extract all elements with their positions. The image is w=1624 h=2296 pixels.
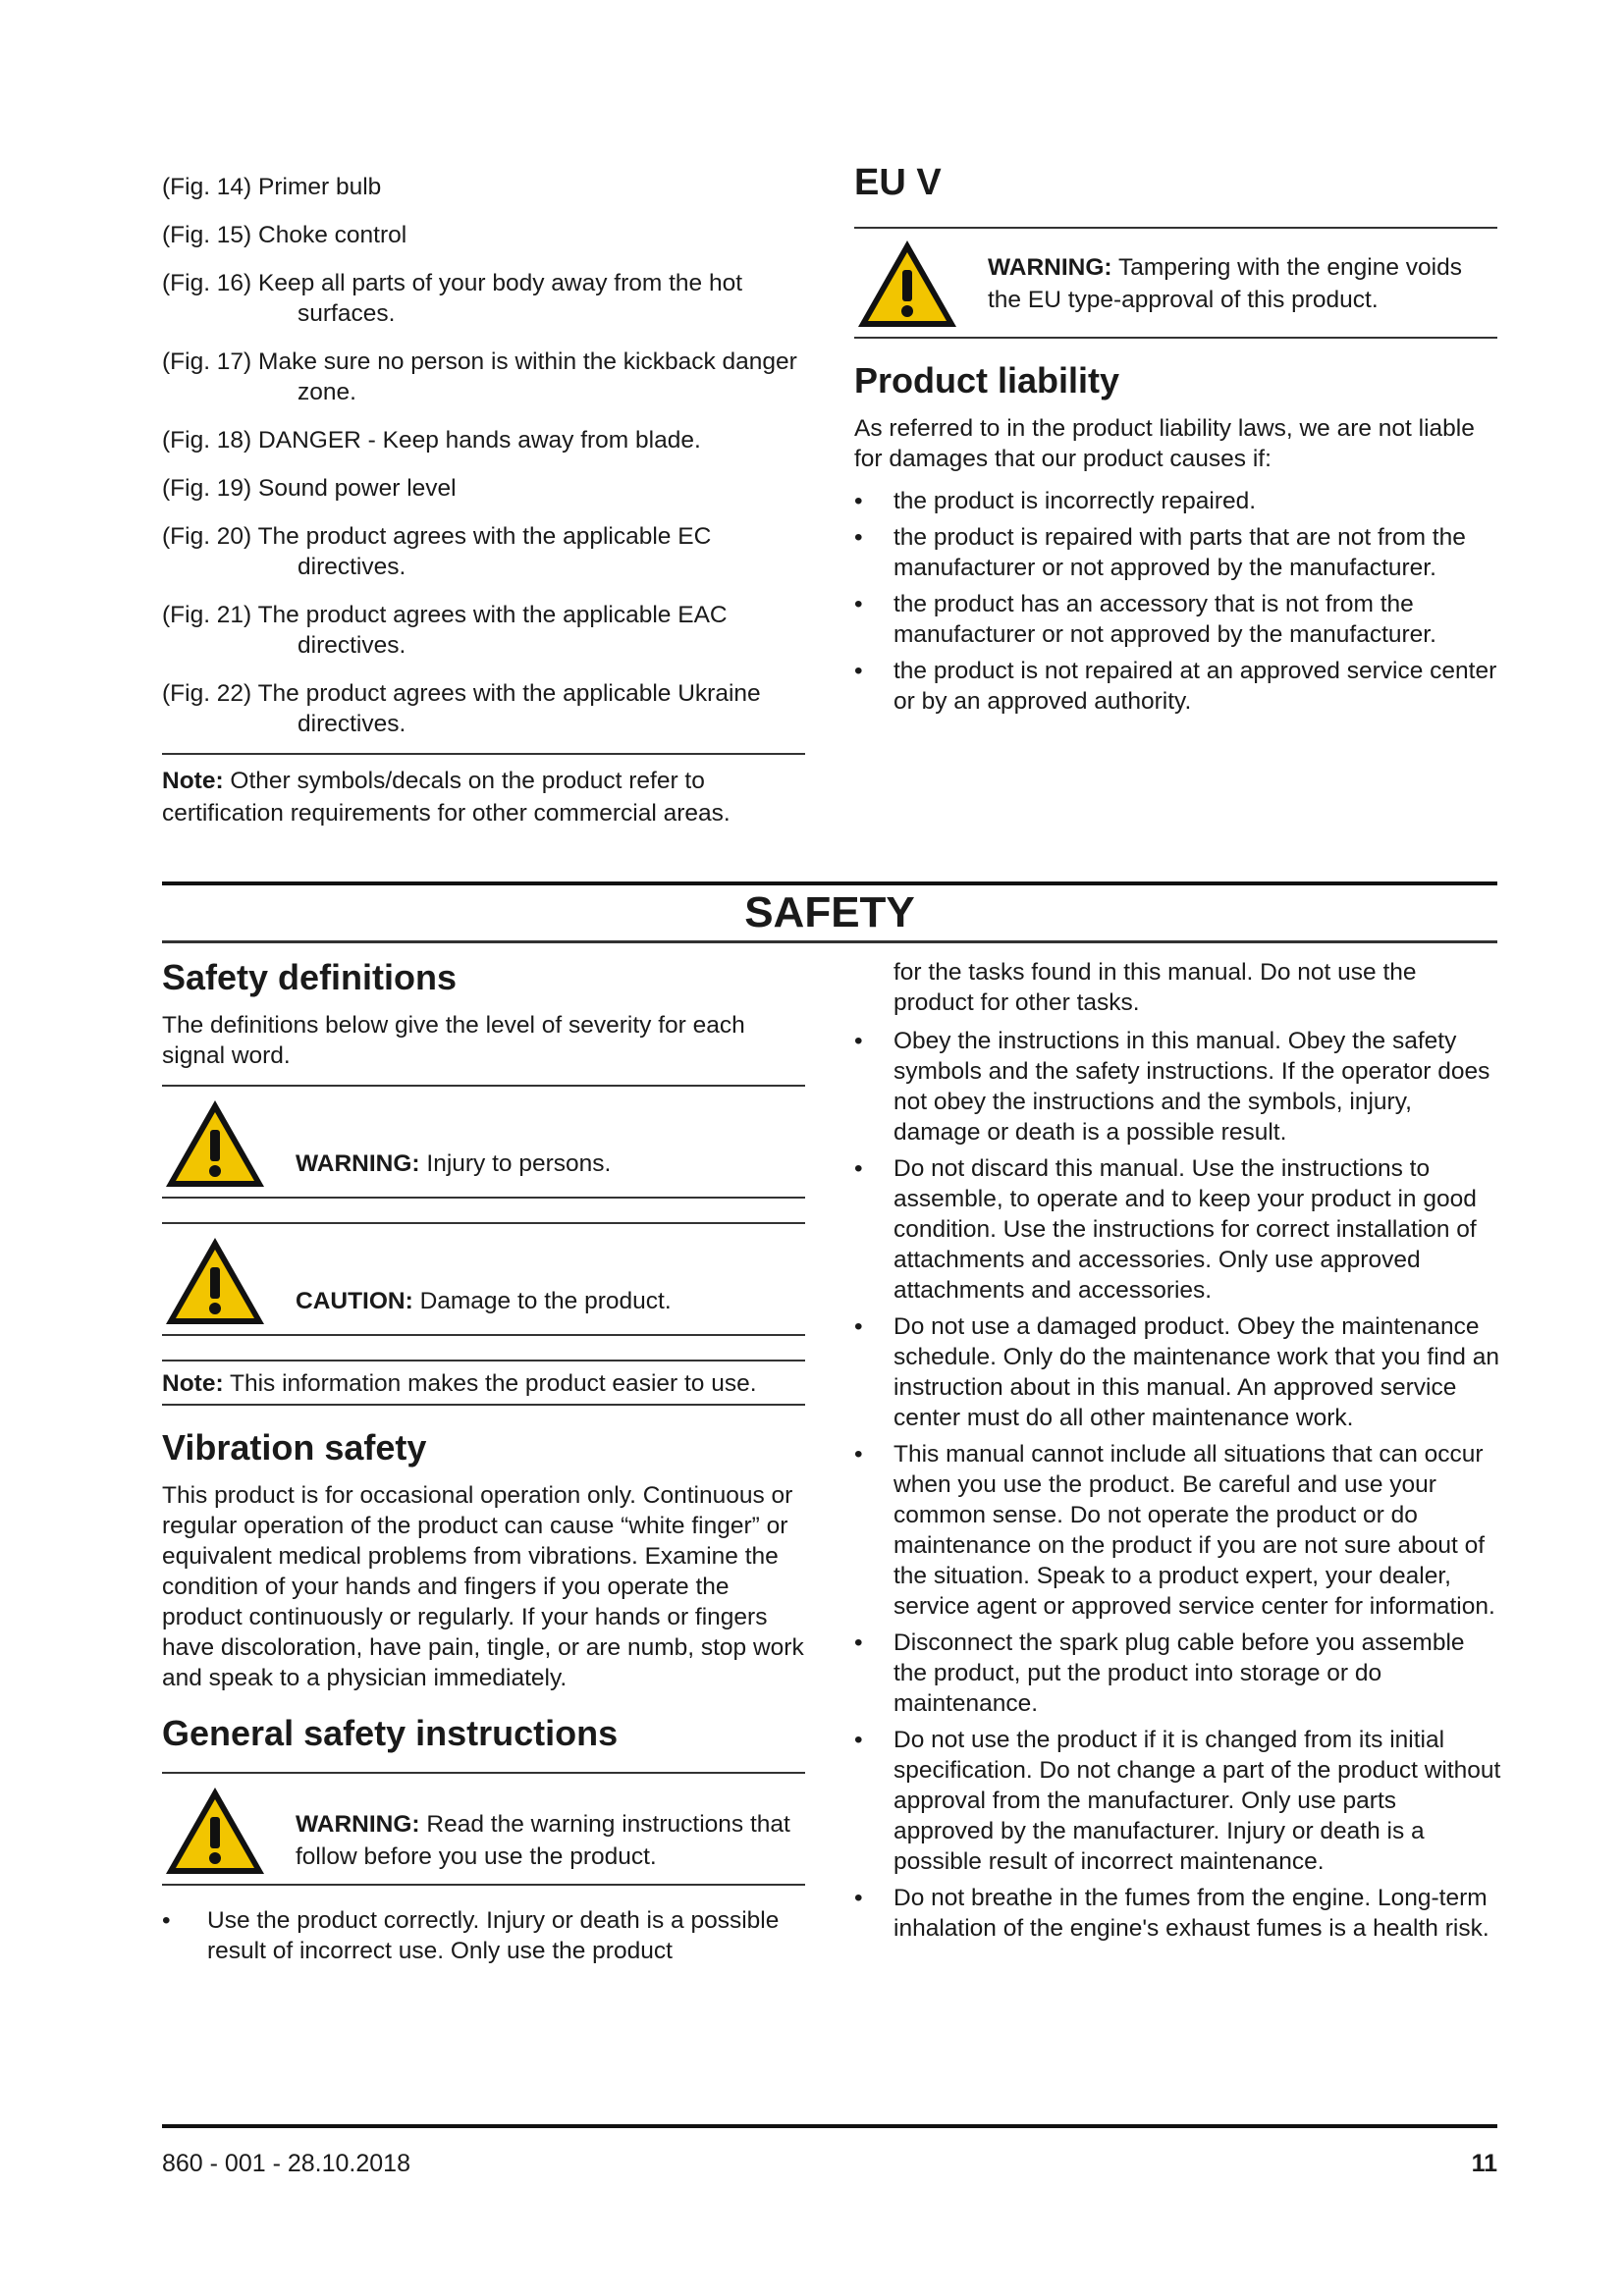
divider xyxy=(162,2124,1497,2128)
divider xyxy=(162,753,805,755)
note-definition: Note: This information makes the product easier to use. xyxy=(162,1370,757,1397)
divider xyxy=(162,1197,805,1199)
list-item: • Disconnect the spark plug cable before you assemble the product, put the product into storage or do maintenance. xyxy=(854,1629,1465,1717)
safety-section-header xyxy=(162,881,1497,943)
symbol-item: (Fig. 15) Choke control xyxy=(162,222,407,248)
symbol-item: (Fig. 19) Sound power level xyxy=(162,475,457,502)
divider xyxy=(162,1334,805,1336)
divider xyxy=(162,940,1497,943)
eu-v-heading: EU V xyxy=(854,162,942,203)
product-liability-heading: Product liability xyxy=(854,360,1120,400)
list-item: • the product is not repaired at an approved service center or by an approved authority. xyxy=(854,658,1497,715)
list-item: • Do not breathe in the fumes from the engine. Long-term inhalation of the engine's exhaust fumes is a health risk. xyxy=(854,1885,1489,1942)
list-item: • the product has an accessory that is not from the manufacturer or not approved by the manufacturer. xyxy=(854,591,1436,648)
safety-definitions-heading: Safety definitions xyxy=(162,957,458,997)
symbol-item: (Fig. 18) DANGER - Keep hands away from blade. xyxy=(162,427,701,454)
general-safety-list-continued xyxy=(854,1026,1502,1944)
divider xyxy=(854,337,1497,339)
list-item: • the product is incorrectly repaired. xyxy=(854,488,1257,514)
eu-v-warning: WARNING: Tampering with the engine voids the EU type-approval of this product. xyxy=(854,229,1497,337)
caution-icon xyxy=(162,1234,268,1328)
list-item: • Do not discard this manual. Use the instructions to assemble, to operate and to keep your product in good condition. Use the instructions for correct installation of attachments and accessories. Only use approved attachments and accessories. xyxy=(854,1155,1477,1304)
warning-icon xyxy=(854,237,960,331)
symbols-column xyxy=(162,172,805,829)
page-number: 11 xyxy=(1471,2150,1497,2177)
vibration-safety-heading: Vibration safety xyxy=(162,1427,427,1468)
section-title: SAFETY xyxy=(744,888,915,936)
list-item: • Obey the instructions in this manual. Obey the safety symbols and the safety instructions. If the operator does not obey the instructions and the symbols, injury, damage or death is a possible result. xyxy=(854,1028,1490,1146)
list-continuation: for the tasks found in this manual. Do not use the product for other tasks. xyxy=(893,959,1417,1016)
symbol-item: (Fig. 21) The product agrees with the applicable EAC directives. xyxy=(162,602,728,659)
list-item: • Use the product correctly. Injury or death is a possible result of incorrect use. Only use the product xyxy=(162,1907,780,1964)
general-safety-list xyxy=(162,1905,805,1966)
right-bottom-column xyxy=(854,957,1502,1949)
page-footer xyxy=(162,2124,1497,2178)
warning-icon xyxy=(162,1096,268,1191)
vibration-safety-text: This product is for occasional operation only. Continuous or regular operation of the product can cause “white finger” or equivalent medical problems from vibrations. Examine the condition of your hands and fingers if you operate the product continuously or regularly. If your hands or fingers have discoloration, have pain, tingle, or are numb, stop work and speak to a physician immediately. xyxy=(162,1482,804,1691)
symbol-item: (Fig. 20) The product agrees with the applicable EC directives. xyxy=(162,523,712,580)
warning-definition: WARNING: Injury to persons. xyxy=(162,1087,805,1197)
symbol-item: (Fig. 17) Make sure no person is within the kickback danger zone. xyxy=(162,348,797,405)
divider xyxy=(162,1404,805,1406)
caution-definition: CAUTION: Damage to the product. xyxy=(162,1224,805,1334)
product-liability-list xyxy=(854,486,1497,717)
safety-definitions-intro: The definitions below give the level of severity for each signal word. xyxy=(162,1012,745,1069)
symbol-item: (Fig. 16) Keep all parts of your body away from the hot surfaces. xyxy=(162,270,743,327)
general-safety-heading: General safety instructions xyxy=(162,1713,619,1753)
document-id: 860 - 001 - 28.10.2018 xyxy=(162,2150,410,2177)
symbol-item: (Fig. 22) The product agrees with the applicable Ukraine directives. xyxy=(162,680,761,737)
left-bottom-column xyxy=(162,957,805,1972)
warning-icon xyxy=(162,1784,268,1878)
list-item: • Do not use a damaged product. Obey the maintenance schedule. Only do the maintenance work that you find an instruction about in this manual. An approved service center must do all other maintenance work. xyxy=(854,1313,1499,1431)
list-item: • This manual cannot include all situations that can occur when you use the product. Be careful and use your common sense. Do not operate the product or do maintenance on the product if you are not sure about of the situation. Speak to a product expert, your dealer, service agent or approved service center for information. xyxy=(854,1441,1495,1620)
product-liability-intro: As referred to in the product liability laws, we are not liable for damages that our product causes if: xyxy=(854,415,1475,472)
right-top-column xyxy=(854,162,1497,722)
general-safety-warning: WARNING: Read the warning instructions that follow before you use the product. xyxy=(162,1774,805,1884)
list-item: • Do not use the product if it is changed from its initial specification. Do not change a part of the product without approval from the manufacturer. Only use parts approved by the manufacturer. Injury or death is a possible result of incorrect maintenance. xyxy=(854,1727,1501,1875)
list-item: • the product is repaired with parts that are not from the manufacturer or not approved by the manufacturer. xyxy=(854,524,1466,581)
symbols-note: Note: Other symbols/decals on the product refer to certification requirements for other commercial areas. xyxy=(162,768,731,827)
symbol-item: (Fig. 14) Primer bulb xyxy=(162,174,382,200)
divider xyxy=(162,1884,805,1886)
